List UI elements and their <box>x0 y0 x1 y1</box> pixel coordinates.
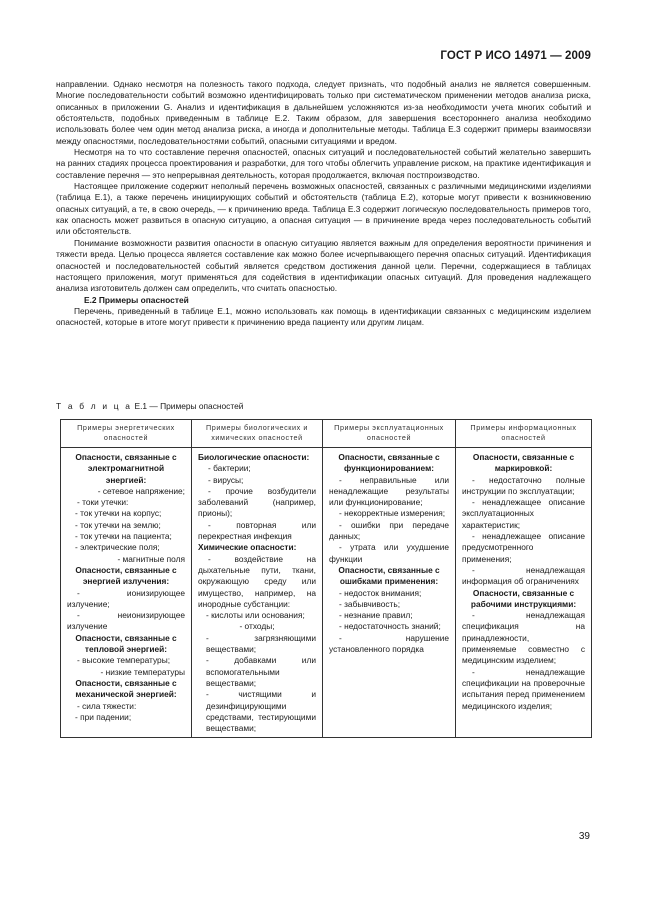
paragraph: направлении. Однако несмотря на полезность такого подхода, следует признать, что подобный анализ не является совершенным. Многие последовательности событий возможно идентифицировать только при систематическом применении методов анализа риска, описанных в приложении G. Анализ и идентификация в дальнейшем усложняются из-за необходимости учета многих событий и обстоятельств, подобных приведенным в таблице Е.2. Таким образом, для завершения всестороннего анализа необходимо использовать более чем один метод анализа риска, а иногда и дополнительные методы. Таблица Е.3 содержит примеры взаимосвязи между опасностями, последовательностями событий, опасными ситуациями и вредом. <box>56 79 591 146</box>
hazards-table <box>60 419 592 738</box>
cell-line: Опасности, связанные с функционированием: <box>338 452 440 474</box>
cell-line: - магнитные поля <box>117 553 185 564</box>
cell-line: - электрические поля; <box>75 542 160 553</box>
cell-line: Опасности, связанные с рабочими инструкциями: <box>470 587 577 609</box>
cell-line: - бактерии; <box>208 463 251 474</box>
cell-line: - чистящими и дезинфицирующими средствами, тестирующими веществами; <box>206 689 316 734</box>
cell-line: - низкие температуры <box>100 666 185 677</box>
cell-line: - отходы; <box>239 621 275 632</box>
cell-line: - ненадлежащая спецификация на принадлежности, применяемые совместно с медицинским изделием; <box>462 610 585 666</box>
column-header: Примеры энергетических опасностей <box>61 420 192 448</box>
information-hazards-cell <box>456 448 592 738</box>
operational-hazards-cell <box>323 448 456 738</box>
cell-line: Опасности, связанные с тепловой энергией: <box>75 632 177 655</box>
cell-line: - кислоты или основания; <box>206 610 305 621</box>
cell-line: Опасности, связанные с энергией излучения: <box>75 564 177 587</box>
cell-line: - ток утечки на землю; <box>75 519 161 530</box>
paragraph: Понимание возможности развития опасности в опасную ситуацию является важным для определения вероятности причинения и тяжести вреда. Целью процесса является составление как можно более исчерпывающего перечня опасных ситуаций. Идентификация опасностей и последовательностей событий является средством достижения данной цели. Перечни, содержащиеся в таблицах настоящего приложения, могут применяться для содействия в идентификации опасных ситуаций. Для проведения надлежащего анализа изготовитель должен сам определить, что считать опасностью. <box>56 237 591 294</box>
cell-line: - ненадлежащая информация об ограничениях <box>462 564 585 587</box>
cell-line: - сетевое напряжение; <box>97 485 185 496</box>
paragraph: Настоящее приложение содержит неполный перечень возможных опасностей, связанных с различными медицинскими изделиями (таблица Е.1), а также перечень инициирующих событий и обстоятельств (таблица Е.2), которые могут привести к возникновению опасных ситуаций, а те, в свою очередь, — к причинению вреда. Таблица Е.3 содержит логическую последовательность примеров того, как опасность может развиться в опасную ситуацию, а опасная ситуация — в причинение вреда через последовательность событий или обстоятельств. <box>56 181 591 237</box>
paragraph: Несмотря на то что составление перечня опасностей, опасных ситуаций и последовательностей событий желательно завершить на ранних стадиях процесса проектирования и разработки, для того чтобы облегчить управление риском, на практике идентификация и составление перечня — это непрерывная деятельность, которая продолжается, включая постпроизводство. <box>56 147 591 180</box>
paragraph: Перечень, приведенный в таблице Е.1, можно использовать как помощь в идентификации связанных с медицинским изделием опасностей, которые в итоге могут привести к причинению вреда пациенту или другим лицам. <box>56 305 591 328</box>
cell-line: Опасности, связанные с механической энергией: <box>75 677 177 700</box>
cell-line: - добавками или вспомогательными веществами; <box>206 655 316 688</box>
cell-line: - при падении; <box>75 711 132 722</box>
cell-line: Химические опасности: <box>198 542 297 553</box>
page-number: 39 <box>578 831 590 842</box>
table-row <box>61 448 592 738</box>
column-header: Примеры эксплуатационных опасностей <box>323 420 456 448</box>
cell-line: - ошибки при передаче данных; <box>329 519 449 542</box>
column-header: Примеры информационных опасностей <box>456 420 592 448</box>
cell-line: - вирусы; <box>208 474 244 485</box>
energy-hazards-cell <box>61 448 192 738</box>
column-header: Примеры биологических и химических опасностей <box>192 420 323 448</box>
body-text <box>56 79 591 329</box>
table-caption-prefix: Т а б л и ц а <box>56 401 133 411</box>
cell-line: - нарушение установленного порядка <box>329 632 449 655</box>
table-header-row <box>61 420 592 448</box>
cell-line: - недостаточность знаний; <box>339 621 441 632</box>
cell-line: - утрата или ухудшение функции <box>329 542 449 564</box>
cell-line: - ток утечки на пациента; <box>75 531 172 542</box>
cell-line: - ненадлежащие спецификации на проверочные испытания перед применением медицинского изделия; <box>462 666 585 711</box>
cell-line: - незнание правил; <box>339 610 413 621</box>
cell-line: Биологические опасности: <box>198 452 310 462</box>
cell-line: - неионизирующее излучение <box>67 610 185 632</box>
cell-line: - ненадлежащее описание эксплуатационных характеристик; <box>462 497 585 530</box>
cell-line: - токи утечки: <box>77 497 129 508</box>
cell-line: - повторная или перекрестная инфекция <box>198 519 316 542</box>
cell-line: - высокие температуры; <box>77 655 171 666</box>
cell-line: - прочие возбудители заболеваний (например, прионы); <box>198 485 316 519</box>
cell-line: Опасности, связанные с электромагнитной энергией: <box>75 452 177 485</box>
cell-line: - загрязняющими веществами; <box>206 632 316 655</box>
cell-line: - ненадлежащее описание предусмотренного применения; <box>462 531 585 564</box>
cell-line: - ионизирующее излучение; <box>67 587 185 609</box>
cell-line: - воздействие на дыхательные пути, ткани, окружающую среду или имущество, например, на инородные субстанции: <box>198 553 316 609</box>
section-heading: Е.2 Примеры опасностей <box>84 294 189 305</box>
cell-line: - забывчивость; <box>339 598 401 609</box>
document-header: ГОСТ Р ИСО 14971 — 2009 <box>440 50 591 62</box>
cell-line: - недосток внимания; <box>339 587 422 598</box>
cell-line: - некорректные измерения; <box>339 508 446 519</box>
cell-line: - недостаточно полные инструкции по эксплуатации; <box>462 474 585 496</box>
cell-line: - неправильные или ненадлежащие результаты или функционирование; <box>329 474 449 508</box>
cell-line: Опасности, связанные с маркировкой: <box>472 452 575 474</box>
table-caption-text: Е.1 — Примеры опасностей <box>132 401 244 411</box>
table-caption <box>56 401 243 411</box>
cell-line: - ток утечки на корпус; <box>75 508 162 519</box>
cell-line: - сила тяжести: <box>77 700 137 711</box>
bio-chem-hazards-cell <box>192 448 323 738</box>
cell-line: Опасности, связанные с ошибками применения: <box>338 564 440 587</box>
